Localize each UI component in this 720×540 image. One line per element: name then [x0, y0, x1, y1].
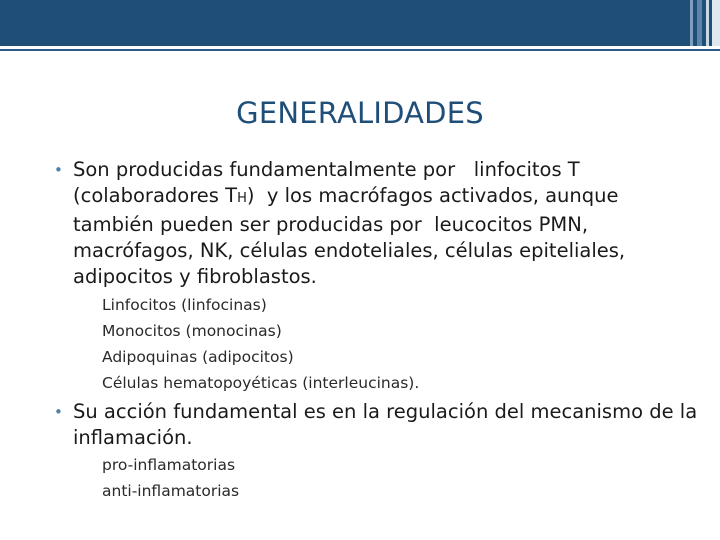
header-stripe	[706, 0, 709, 46]
bullet-paragraph	[54, 399, 703, 451]
list-item: anti-inflamatorias	[102, 482, 240, 500]
list-item: Células hematopoyéticas (interleucinas).	[102, 374, 420, 392]
text-run: leucocitos PMN, macrófagos, NK, células endoteliales, células epiteliales, adipocitos y fibroblastos.	[73, 213, 626, 288]
subscript: H	[237, 191, 247, 206]
bullet-paragraph	[54, 157, 703, 290]
list-item: Monocitos (monocinas)	[102, 322, 282, 340]
text-run: activados, aunque también pueden ser producidas por	[73, 184, 619, 236]
header-stripe	[697, 0, 702, 46]
bullet-dot-icon: •	[54, 403, 63, 421]
text-run: Son producidas fundamentalmente por	[73, 158, 456, 181]
text-run: linfocitos T	[473, 158, 580, 181]
header-stripe	[690, 0, 693, 46]
text-run: Su acción fundamental es en la regulación del mecanismo de la inflamación.	[73, 400, 698, 449]
header-bar	[0, 0, 720, 46]
list-item: Linfocitos (linfocinas)	[102, 296, 267, 314]
slide-title: GENERALIDADES	[236, 96, 484, 130]
text-run: )	[246, 184, 255, 207]
list-item: Adipoquinas (adipocitos)	[102, 348, 294, 366]
header-stripe	[712, 0, 720, 46]
bullet-dot-icon: •	[54, 161, 63, 179]
text-run: (colaboradores T	[73, 184, 238, 207]
list-item: pro-inflamatorias	[102, 456, 236, 474]
sub-list	[102, 453, 239, 505]
header-rule	[0, 49, 720, 51]
text-run: y los	[266, 184, 313, 207]
sub-list	[102, 293, 419, 397]
text-run: macrófagos	[318, 184, 433, 207]
